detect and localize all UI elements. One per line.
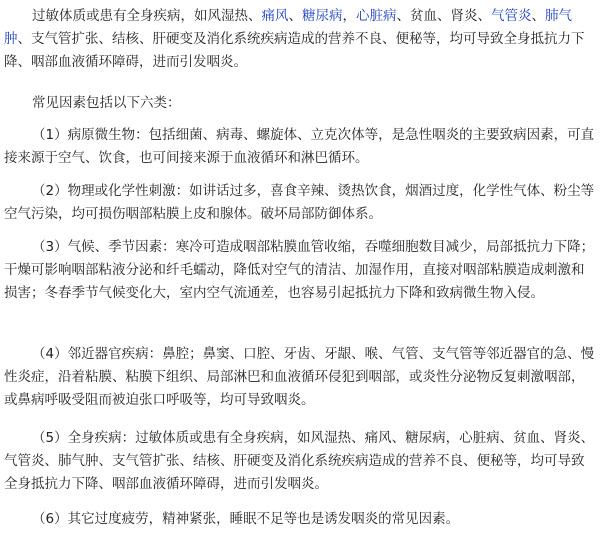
factor-number: （2） [32,183,68,199]
factor-text: 全身疾病：过敏体质或患有全身疾病，如风湿热、痛风、糖尿病，心脏病、贫血、肾炎、气管炎、肺气肿、支气管扩张、结核、肝硬变及消化系统疾病造成的营养不良、便秘等，均可导致全身抵抗力下降、咽部血液循环障碍，进而引发咽炎。 [4,430,595,492]
intro-text: 、贫血、肾炎、 [396,8,491,24]
link-heart-disease[interactable]: 心脏病 [356,8,397,24]
link-diabetes[interactable]: 糖尿病 [302,8,343,24]
factor-text: 气候、季节因素：寒冷可造成咽部粘膜血管收缩，吞噬细胞数目减少，局部抵抗力下降；干燥可影响咽部粘液分泌和纤毛蠕动，降低对空气的清洁、加湿作用，直接对咽部粘膜造成刺激和损害；冬春季节气候变化大，室内空气流通差，也容易引起抵抗力下降和致病微生物入侵。 [4,239,595,301]
intro-text: 、 [288,8,302,24]
intro-text: 、支气管扩张、结核、肝硬变及消化系统疾病造成的营养不良、便秘等，均可导致全身抵抗力下降、咽部血液循环障碍，进而引发咽炎。 [4,31,585,70]
factor-paragraph-2 [4,180,596,226]
intro-text: 过敏体质或患有全身疾病，如风湿热、 [32,8,262,24]
link-gout[interactable]: 痛风 [261,8,289,24]
summary-paragraph: 常见因素包括以下六类： [32,95,181,111]
factor-number: （5） [32,430,68,446]
factor-paragraph-5 [4,427,596,496]
factor-text: 病原微生物：包括细菌、病毒、螺旋体、立克次体等，是急性咽炎的主要致病因素，可直接来源于空气、饮食，也可间接来源于血液循环和淋巴循环。 [4,127,595,166]
factor-paragraph-3 [4,236,596,305]
factor-text: 其它过度疲劳，精神紧张，睡眠不足等也是诱发咽炎的常见因素。 [67,511,460,527]
factor-number: （1） [32,127,68,143]
factor-paragraph-1 [4,124,596,170]
intro-paragraph [4,5,596,74]
intro-text: 、 [531,8,545,24]
factor-number: （4） [32,346,68,362]
factor-paragraph-6 [4,508,596,531]
intro-text: ， [342,8,356,24]
factor-text: 物理或化学性刺激：如讲话过多，喜食辛辣、烫热饮食，烟酒过度，化学性气体、粉尘等空气污染，均可损伤咽部粘膜上皮和腺体。破坏局部防御体系。 [4,183,595,222]
factor-number: （3） [32,239,68,255]
factor-text: 邻近器官疾病：鼻腔；鼻窦、口腔、牙齿、牙龈、喉、气管、支气管等邻近器官的急、慢性炎症，沿着粘膜、粘膜下组织、局部淋巴和血液循环侵犯到咽部，或炎性分泌物反复刺激咽部，或鼻病呼吸受阻而被迫张口呼吸等，均可导致咽炎。 [4,346,595,408]
link-tracheitis[interactable]: 气管炎 [491,8,532,24]
factor-number: （6） [32,511,68,527]
factor-paragraph-4 [4,343,596,412]
link-emphysema[interactable]: 肺气肿 [4,8,572,47]
